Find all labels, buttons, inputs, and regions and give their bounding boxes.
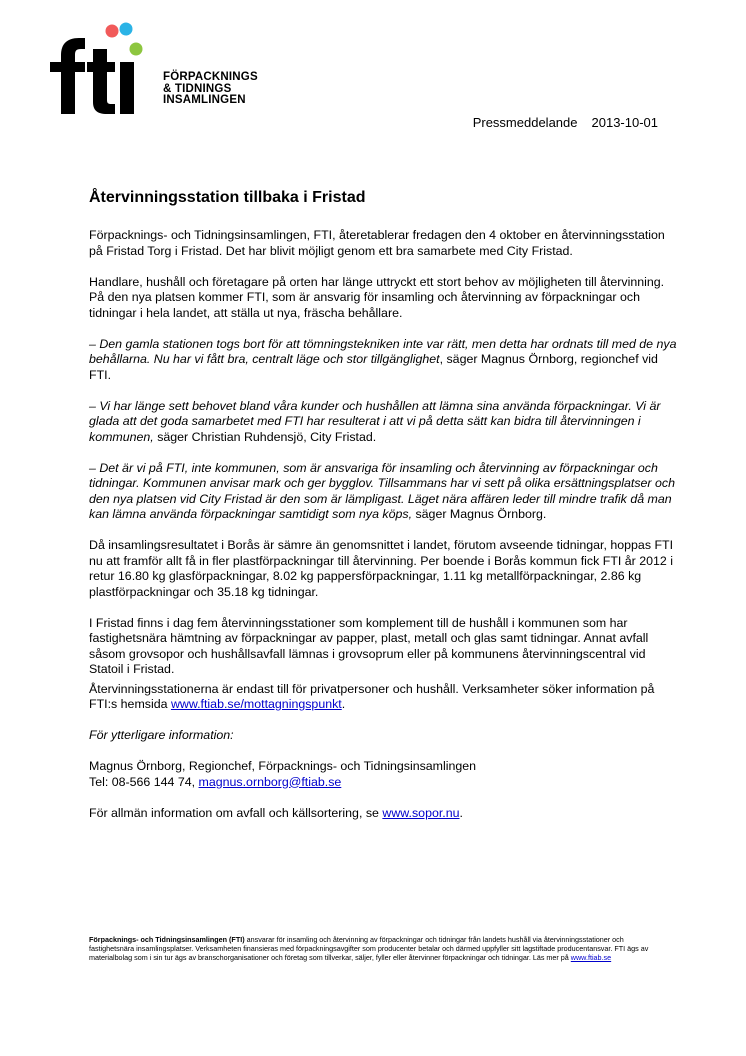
press-date: 2013-10-01 — [591, 115, 658, 130]
mottagningspunkt-link[interactable]: www.ftiab.se/mottagningspunkt — [170, 697, 342, 711]
footer-org-name: Förpacknings- och Tidningsinsamlingen (FTI) — [89, 935, 245, 944]
contact-details — [89, 759, 679, 790]
general-info — [89, 806, 679, 822]
press-release-body — [89, 188, 679, 837]
contact-name: Magnus Örnborg, Regionchef, Förpacknings- och Tidningsinsamlingen — [89, 759, 477, 773]
paragraph-intro: Förpacknings- och Tidningsinsamlingen, FTI, återetablerar fredagen den 4 oktober en återvinningsstation på Fristad Torg i Fristad. Det har blivit möjligt genom ett bra samarbete med City Fristad. — [89, 228, 665, 258]
logo-dot-green — [130, 43, 143, 56]
quote-attribution: , säger Magnus Örnborg, regionchef vid FTI. — [89, 352, 658, 382]
logo-letter-f — [50, 38, 85, 114]
logo-line-3: INSAMLINGEN — [163, 94, 246, 106]
logo-letter-i — [120, 62, 134, 114]
quote-ornborg-2 — [89, 461, 679, 523]
page-title: Återvinningsstation tillbaka i Fristad — [89, 189, 366, 206]
footer-about — [89, 936, 659, 963]
quote-ornborg-1 — [89, 337, 679, 384]
quote-ruhdensjo — [89, 399, 679, 446]
logo-letter-t — [87, 49, 115, 114]
general-info-text: För allmän information om avfall och källsortering, se — [89, 805, 383, 820]
contact-heading-text: För ytterligare information: — [89, 728, 234, 742]
contact-heading — [89, 728, 679, 744]
paragraph-businesses — [89, 682, 679, 713]
doc-type: Pressmeddelande — [472, 115, 578, 130]
quote-text: – Vi har länge sett behovet bland våra kunder och hushållen att lämna sina använda förpackningar. Vi är glada att det goda samarbetet med FTI har resulterat i att vi på detta sätt kan bidra till återvinningen i kommunen, — [89, 398, 661, 444]
press-header — [473, 115, 658, 130]
quote-attribution: säger Christian Ruhdensjö, City Fristad. — [153, 429, 377, 444]
logo-line-2: & TIDNINGS — [163, 82, 232, 95]
paragraph-need: Handlare, hushåll och företagare på orten har länge uttryckt ett stort behov av möjligheten till återvinning. På den nya platsen kommer FTI, som är ansvarig för insamling och återvinning av förpackningar och tidningar i hela landet, att ställa ut nya, fräscha behållare. — [89, 274, 665, 320]
footer-text: ansvarar för insamling och återvinning av förpackningar och tidningar från landets hushåll via återvinningsstationer och fastighetsnära insamlingsplatser. Verksamheten finansieras med förpackningsavgifter som producenter betalar och därmed uppfyller sitt lagstiftade producentansvar. FTI ägs av materialbolag som i sin tur ägs av branschorganisationer och företag som tillverkar, säljer, fyller eller återvinner förpackningar och tidningar. Läs mer på — [89, 935, 649, 962]
quote-text: – Den gamla stationen togs bort för att tömningstekniken inte var rätt, men detta har ordnats till med de nya behållarna. Nu har vi fått bra, centralt läge och stor tillgänglighet — [89, 336, 677, 366]
quote-attribution: säger Magnus Örnborg. — [412, 507, 547, 521]
general-info-end: . — [459, 805, 463, 820]
paragraph-stations: I Fristad finns i dag fem återvinningsstationer som komplement till de hushåll i kommunen som har fastighetsnära hämtning av förpackningar av papper, plast, metall och glas samt tidningar. Annat avfall såsom grovsopor och hushållsavfall lämnas i grovsoprum eller på kommunens återvinningscentral vid Statoil i Fristad. — [89, 615, 649, 676]
ftiab-link[interactable]: www.ftiab.se — [570, 952, 612, 962]
quote-text: – Det är vi på FTI, inte kommunen, som är ansvariga för insamling och återvinning av förpackningar och tidningar. Kommunen anvisar mark och ger bygglov. Tillsammans har vi sett på olika ersättningsplatser och den nya platsen vid City Fristad är den som är lämpligast. Läget nära affären leder till mindre trafik då man kan lämna använda förpackningar samtidigt som nya köps, — [89, 460, 675, 521]
logo-text — [163, 72, 258, 107]
businesses-text: Återvinningsstationerna är endast till för privatpersoner och hushåll. Verksamheter söker information på FTI:s hemsida — [89, 681, 655, 711]
businesses-end: . — [341, 697, 346, 711]
paragraph-statistics: Då insamlingsresultatet i Borås är sämre än genomsnittet i landet, förutom avseende tidningar, hoppas FTI nu att framför allt få in fler plastförpackningar till återvinning. Per boende i Borås kommun fick FTI år 2012 i retur 16.80 kg glasförpackningar, 8.02 kg pappersförpackningar, 1.11 kg metallförpackningar, 2.86 kg plastförpackningar och 35.18 kg tidningar. — [89, 538, 674, 599]
contact-email-link[interactable]: magnus.ornborg@ftiab.se — [198, 774, 342, 789]
logo-dot-red — [106, 25, 119, 38]
sopor-link[interactable]: www.sopor.nu — [382, 805, 460, 820]
contact-tel: Tel: 08-566 144 74, — [89, 774, 199, 789]
logo-line-1: FÖRPACKNINGS — [163, 71, 258, 83]
logo-dot-blue — [120, 23, 133, 36]
